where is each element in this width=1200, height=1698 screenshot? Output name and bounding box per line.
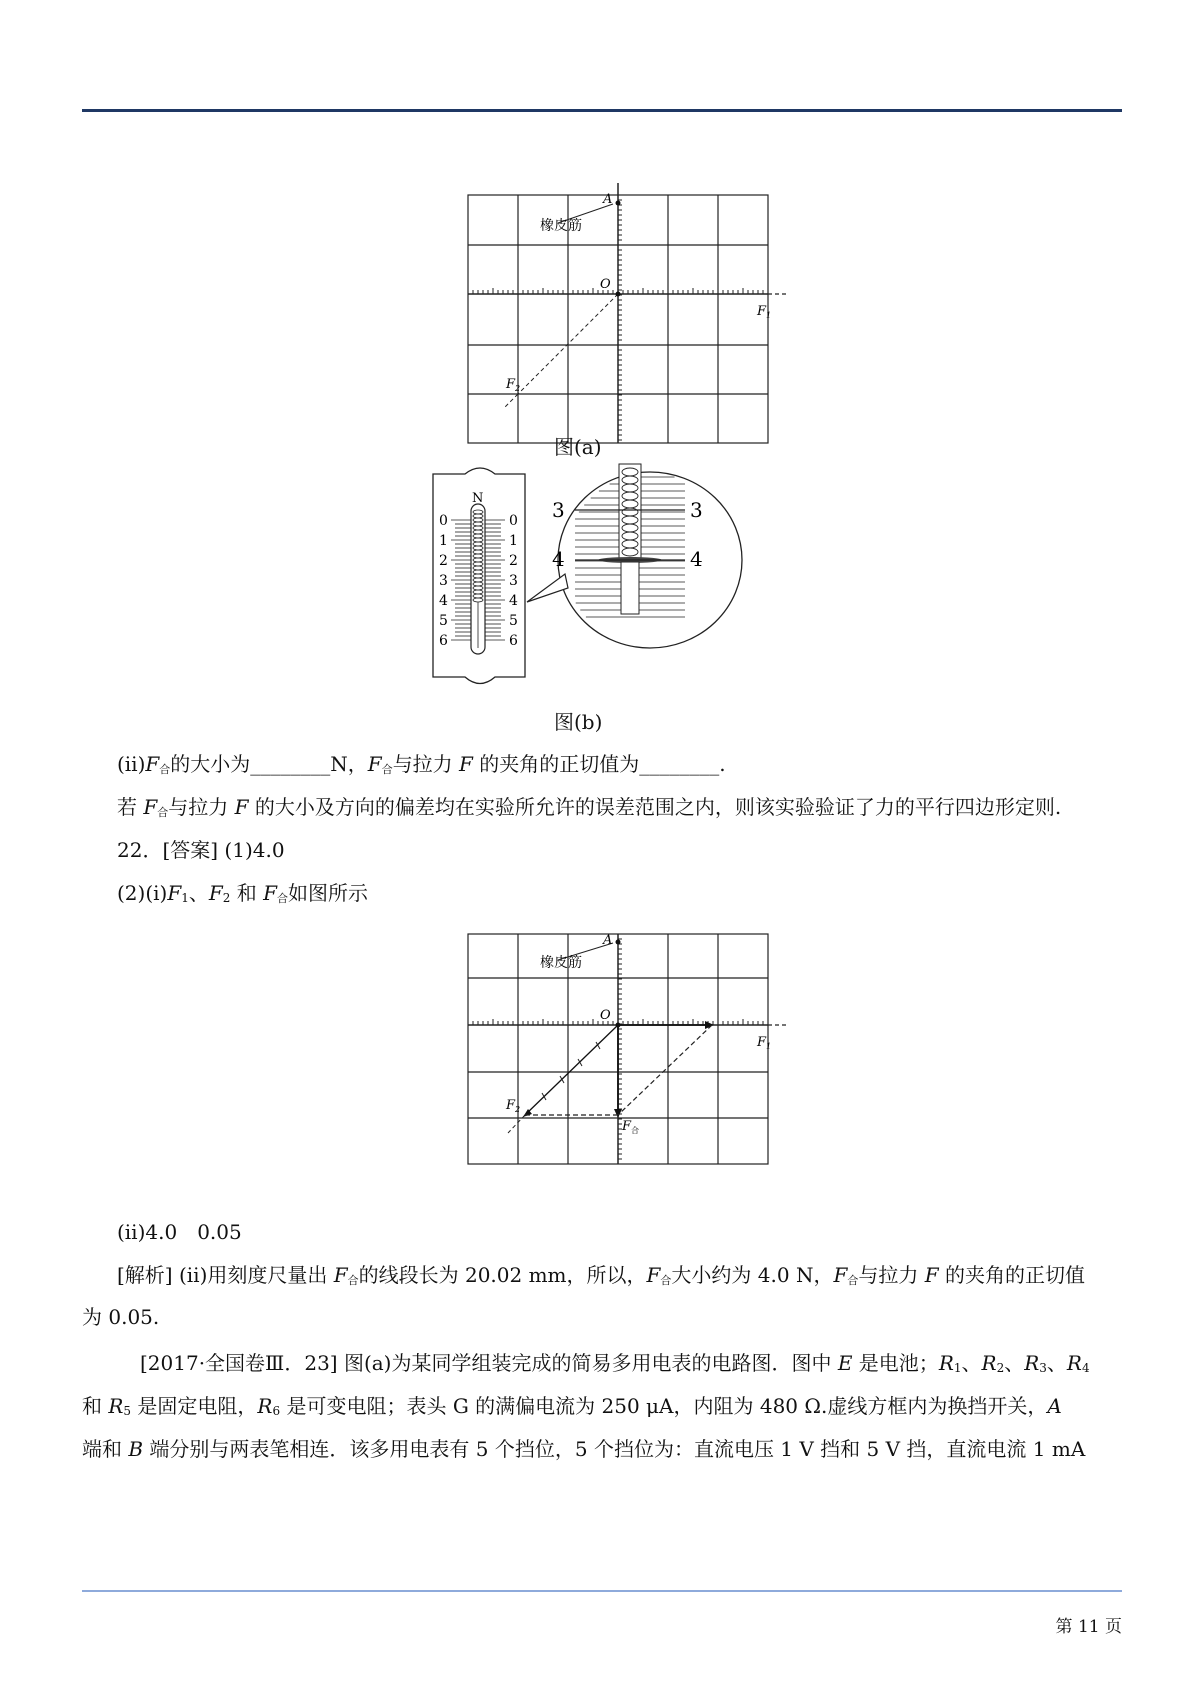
figure-a-caption: 图(a)	[554, 435, 602, 459]
scale-label-4-left: 4	[439, 593, 448, 609]
header-rule	[82, 109, 1122, 112]
answer-ii: (ⅱ)4.0 0.05	[117, 1220, 242, 1244]
scale-label-4-right: 4	[509, 593, 518, 609]
scale-label-3-left: 3	[439, 573, 448, 589]
scale-label-0-right: 0	[509, 513, 518, 529]
label-F1: $F_1$	[757, 304, 772, 320]
question-conclusion: 若 F合与拉力 F 的大小及方向的偏差均在实验所允许的误差范围之内，则该实验验证了力的平行四边形定则.	[117, 795, 1062, 819]
label-F2: $F_2$	[506, 377, 521, 393]
scale-label-3-right: 3	[509, 573, 518, 589]
answer-22-line1: 22．[答案] (1)4.0	[117, 838, 285, 862]
answer-label-rubber-band: 橡皮筋	[540, 955, 582, 971]
answer-label-F-resultant: $F_合$	[622, 1119, 640, 1135]
figure-a-grid	[450, 175, 790, 455]
label-rubber-band: 橡皮筋	[540, 218, 582, 234]
zoom-label-4-left: 4	[552, 547, 565, 571]
figure-answer-grid	[450, 930, 790, 1170]
answer-label-F1: $F_1$	[757, 1035, 772, 1051]
answer-22-line2: (2)(ⅰ)F1、F2 和 F合如图所示	[117, 881, 369, 905]
scale-label-5-right: 5	[509, 613, 518, 629]
zoom-label-4-right: 4	[690, 547, 703, 571]
question-ii: (ⅱ)F合的大小为________N，F合与拉力 F 的夹角的正切值为________.	[117, 752, 726, 776]
figure-b-caption: 图(b)	[554, 710, 603, 734]
scale-label-2-left: 2	[439, 553, 448, 569]
answer-label-O: O	[600, 1008, 611, 1023]
problem-2017-line2: 和 R5 是固定电阻，R6 是可变电阻；表头 G 的满偏电流为 250 μA，内阻为 480 Ω.虚线方框内为换挡开关，A	[82, 1394, 1062, 1418]
scale-label-6-left: 6	[439, 633, 448, 649]
answer-label-A: A	[603, 933, 613, 948]
answer-label-F2: $F_2$	[506, 1098, 521, 1114]
scale-label-1-right: 1	[509, 533, 518, 549]
scale-label-0-left: 0	[439, 513, 448, 529]
scale-label-1-left: 1	[439, 533, 448, 549]
scale-label-2-right: 2	[509, 553, 518, 569]
figure-b-spring-scale	[425, 462, 745, 694]
label-O: O	[600, 277, 611, 292]
problem-2017-line3: 端和 B 端分别与两表笔相连．该多用电表有 5 个挡位，5 个挡位为：直流电压 1 V 挡和 5 V 挡，直流电流 1 mA	[82, 1437, 1086, 1461]
scale-unit: N	[472, 491, 484, 506]
analysis-line2: 为 0.05.	[82, 1305, 160, 1329]
scale-label-6-right: 6	[509, 633, 518, 649]
analysis-line1: [解析] (ⅱ)用刻度尺量出 F合的线段长为 20.02 mm，所以，F合大小约为 4.0 N，F合与拉力 F 的夹角的正切值	[117, 1263, 1085, 1287]
problem-2017-line1: [2017·全国卷Ⅲ．23] 图(a)为某同学组装完成的简易多用电表的电路图．图中 E 是电池；R1、R2、R3、R4	[140, 1351, 1090, 1375]
scale-label-5-left: 5	[439, 613, 448, 629]
zoom-label-3-right: 3	[690, 498, 703, 522]
label-A: A	[603, 192, 613, 207]
zoom-label-3-left: 3	[552, 498, 565, 522]
page-number: 第 11 页	[1055, 1617, 1122, 1637]
footer-rule	[82, 1590, 1122, 1592]
